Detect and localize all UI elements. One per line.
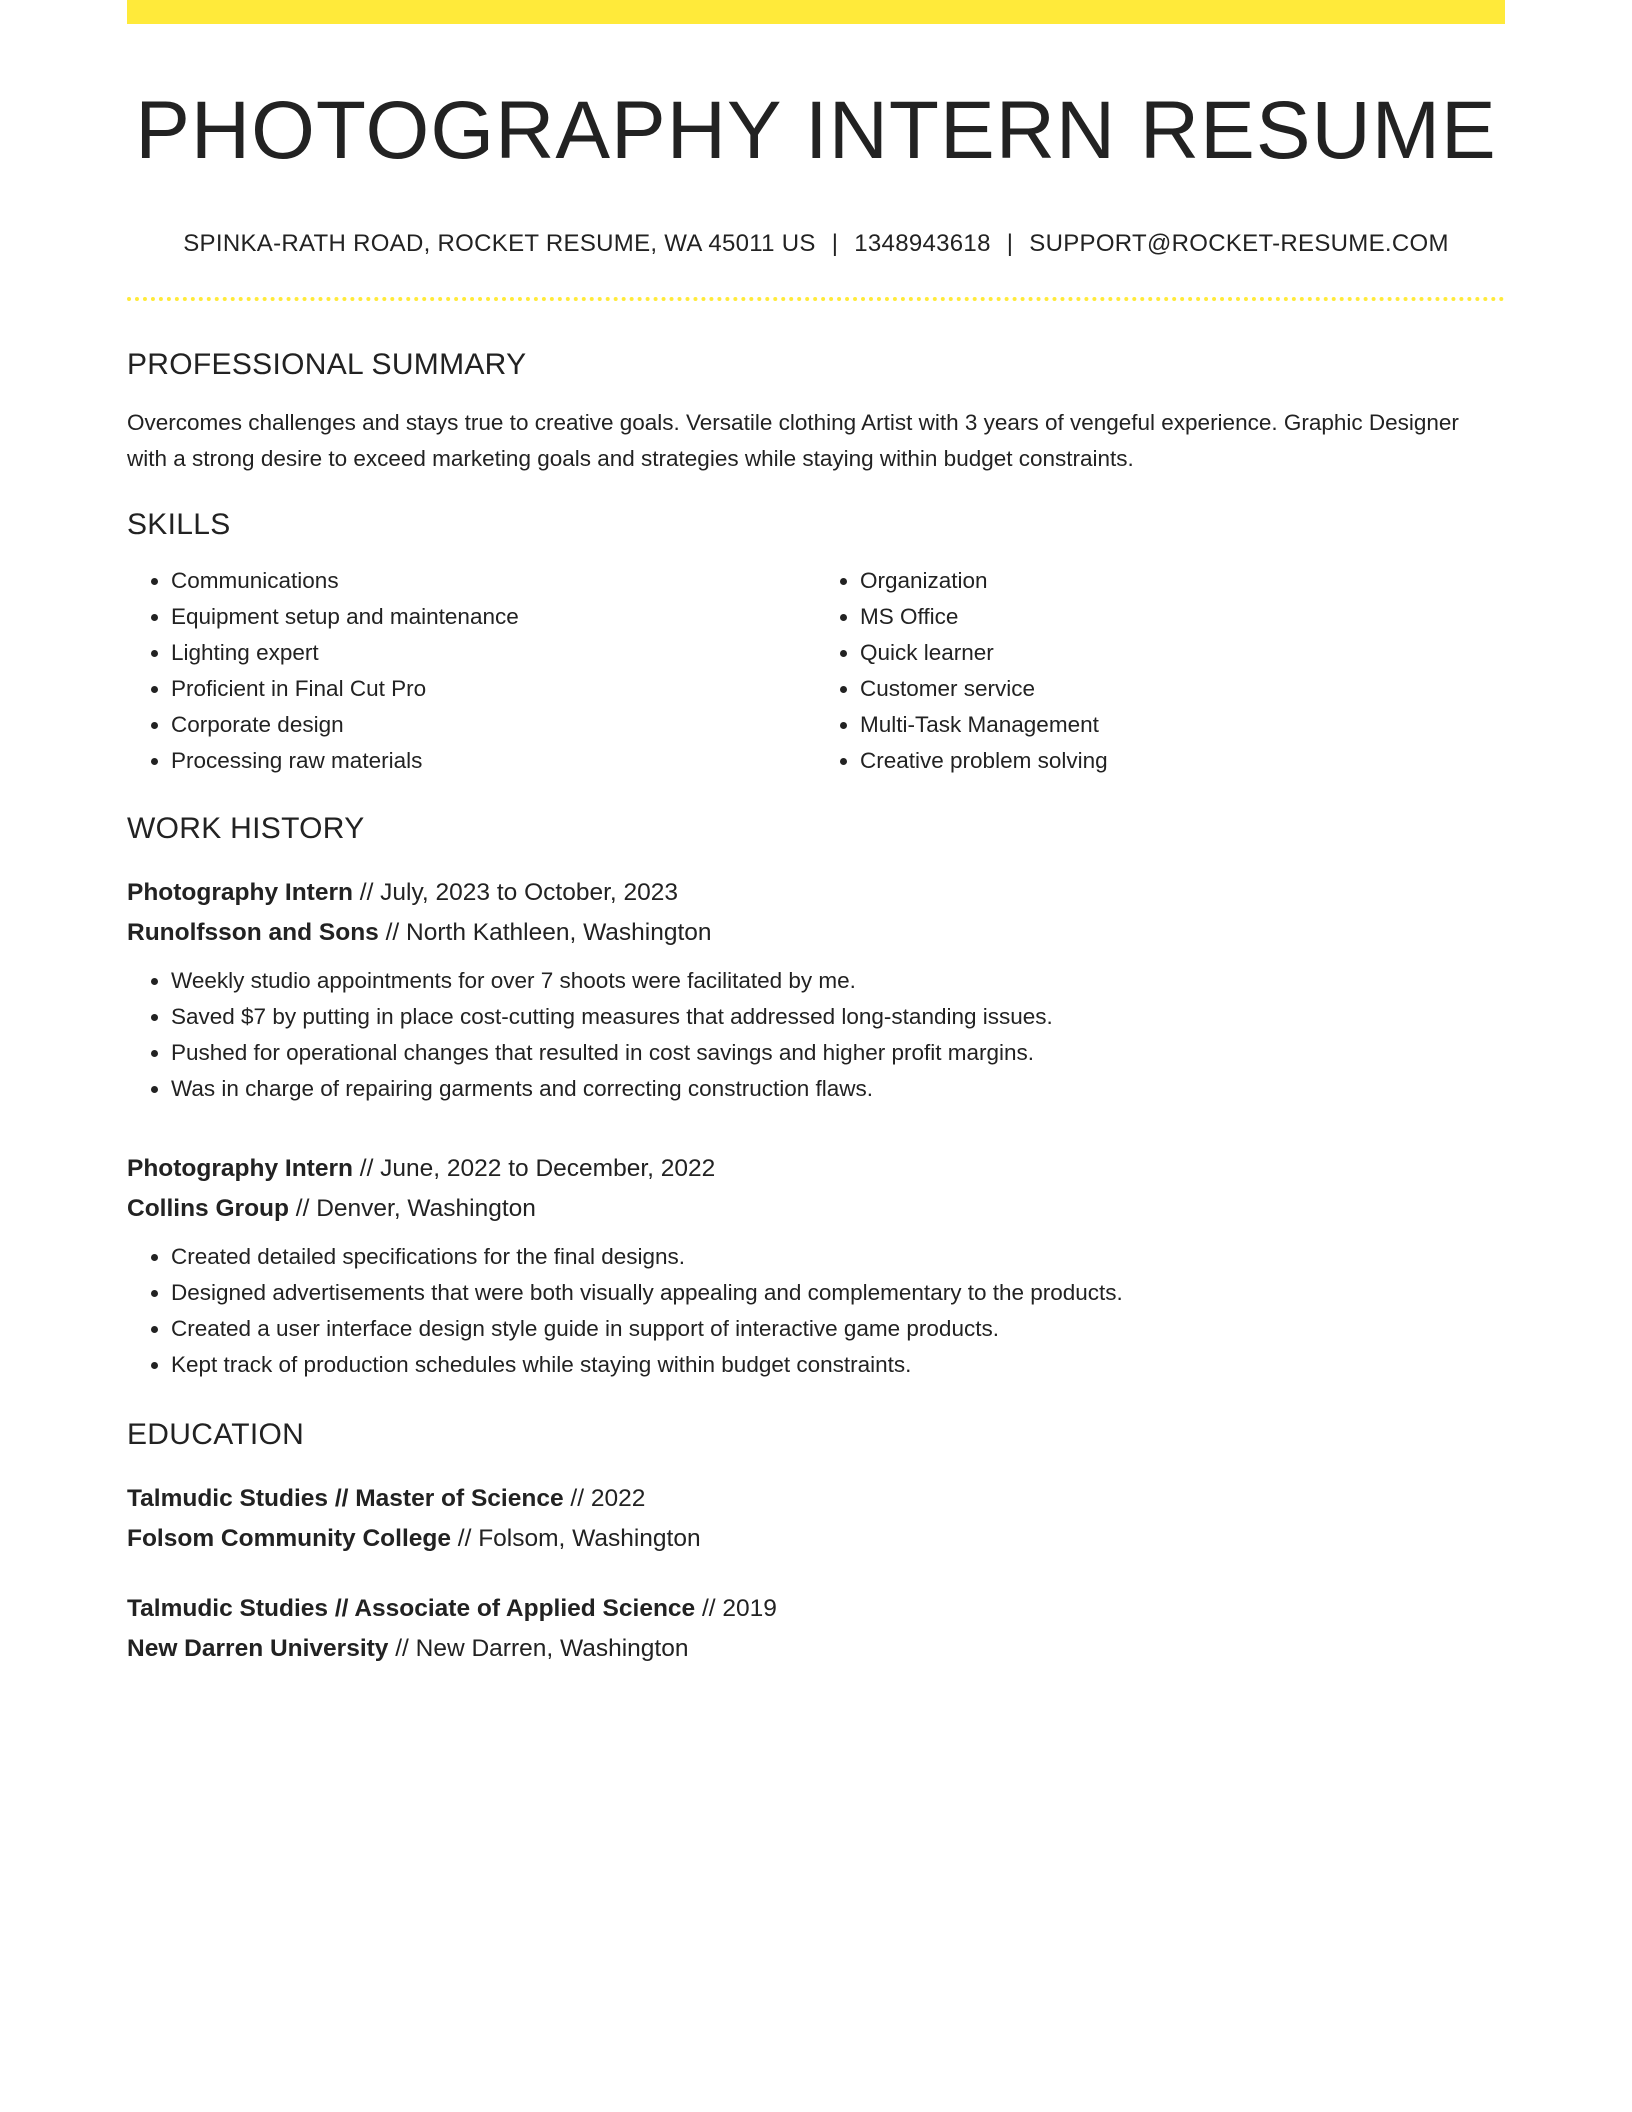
school-line <box>127 1519 1505 1559</box>
job-company-line <box>127 913 1505 953</box>
skills-list-right <box>816 563 1505 779</box>
job-company: Runolfsson and Sons <box>127 919 379 947</box>
school: New Darren University <box>127 1635 389 1663</box>
skill-item: • Corporate design <box>171 707 816 743</box>
job-title: Photography Intern <box>127 1155 353 1183</box>
skill-item: • Organization <box>860 563 1505 599</box>
job-title-line <box>127 873 1505 913</box>
job-company: Collins Group <box>127 1195 289 1223</box>
contact-separator: | <box>831 230 839 258</box>
education-heading: EDUCATION <box>127 1418 305 1452</box>
skill-item: • Quick learner <box>860 635 1505 671</box>
job-bullet: • Was in charge of repairing garments and correcting construction flaws. <box>171 1071 1505 1107</box>
job-bullet: • Weekly studio appointments for over 7 shoots were facilitated by me. <box>171 963 1505 999</box>
job-location: // North Kathleen, Washington <box>378 919 712 947</box>
dotted-divider <box>127 297 1505 301</box>
summary-heading: PROFESSIONAL SUMMARY <box>127 348 527 382</box>
contact-line <box>127 228 1505 259</box>
education-entry <box>127 1589 1505 1669</box>
job-bullet: • Designed advertisements that were both visually appealing and complementary to the products. <box>171 1275 1505 1311</box>
job-title: Photography Intern <box>127 879 353 907</box>
job-bullet: • Pushed for operational changes that resulted in cost savings and higher profit margins. <box>171 1035 1505 1071</box>
skill-item: • Lighting expert <box>171 635 816 671</box>
resume-page <box>127 0 1505 1669</box>
job-dates: // June, 2022 to December, 2022 <box>352 1155 716 1183</box>
job-title-line <box>127 1149 1505 1189</box>
school-location: // Folsom, Washington <box>450 1525 701 1553</box>
contact-phone: 1348943618 <box>854 230 991 258</box>
job-bullets <box>127 1239 1505 1383</box>
job-bullet: • Created a user interface design style guide in support of interactive game products. <box>171 1311 1505 1347</box>
contact-email: SUPPORT@ROCKET-RESUME.COM <box>1029 230 1449 258</box>
job-location: // Denver, Washington <box>288 1195 536 1223</box>
skill-item: • Creative problem solving <box>860 743 1505 779</box>
summary-text: Overcomes challenges and stays true to creative goals. Versatile clothing Artist with 3 years of vengeful experience. Graphic Designer with a strong desire to exceed marketing goals and strategies while staying within budget constraints. <box>127 410 1459 472</box>
contact-address: SPINKA-RATH ROAD, ROCKET RESUME, WA 45011 US <box>183 230 816 258</box>
skills-list-left <box>127 563 816 779</box>
accent-top-bar <box>127 0 1505 24</box>
skill-item: • Processing raw materials <box>171 743 816 779</box>
degree-line <box>127 1589 1505 1629</box>
skill-item: • MS Office <box>860 599 1505 635</box>
job-bullets <box>127 963 1505 1107</box>
skill-item: • Equipment setup and maintenance <box>171 599 816 635</box>
contact-separator: | <box>1006 230 1014 258</box>
skill-item: • Customer service <box>860 671 1505 707</box>
job-entry <box>127 1149 1505 1383</box>
school-line <box>127 1629 1505 1669</box>
degree: Talmudic Studies // Master of Science <box>127 1485 564 1513</box>
skill-item: • Multi-Task Management <box>860 707 1505 743</box>
school: Folsom Community College <box>127 1525 451 1553</box>
skill-item: • Proficient in Final Cut Pro <box>171 671 816 707</box>
job-bullet: • Saved $7 by putting in place cost-cutting measures that addressed long-standing issues. <box>171 999 1505 1035</box>
resume-title: PHOTOGRAPHY INTERN RESUME <box>135 85 1497 176</box>
job-dates: // July, 2023 to October, 2023 <box>352 879 679 907</box>
education-entry <box>127 1479 1505 1559</box>
job-bullet: • Created detailed specifications for the final designs. <box>171 1239 1505 1275</box>
degree-line <box>127 1479 1505 1519</box>
degree-year: // 2022 <box>563 1485 646 1513</box>
skill-item: • Communications <box>171 563 816 599</box>
school-location: // New Darren, Washington <box>388 1635 689 1663</box>
work-history-heading: WORK HISTORY <box>127 812 365 846</box>
job-entry <box>127 873 1505 1107</box>
skills-heading: SKILLS <box>127 508 231 542</box>
degree: Talmudic Studies // Associate of Applied Science <box>127 1595 696 1623</box>
job-company-line <box>127 1189 1505 1229</box>
job-bullet: • Kept track of production schedules while staying within budget constraints. <box>171 1347 1505 1383</box>
skills-columns <box>127 563 1505 779</box>
degree-year: // 2019 <box>695 1595 777 1623</box>
